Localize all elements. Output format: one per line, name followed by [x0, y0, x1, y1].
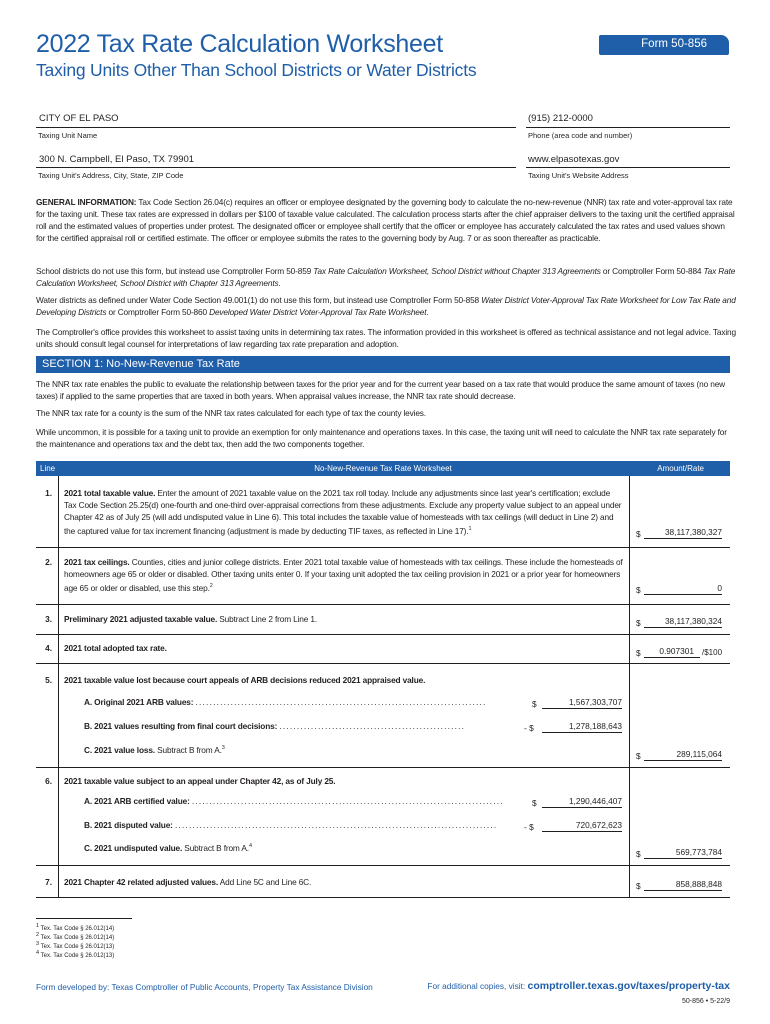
line-number: 7. — [45, 877, 52, 887]
section-1-paragraph-3: While uncommon, it is possible for a taxing unit to provide an exemption for only maintenance and operations taxes. In this case, the taxing unit will need to calculate the NNR tax rate separately for the maintenance and operations tax and the debt tax, then add the two components together. — [36, 427, 727, 450]
divider — [36, 167, 516, 168]
line-3-description: Preliminary 2021 adjusted taxable value. Subtract Line 2 from Line 1. — [64, 614, 317, 624]
row-divider — [36, 897, 730, 898]
line-number: 4. — [45, 643, 52, 653]
line-2-description: 2021 tax ceilings. Counties, cities and junior college districts. Enter 2021 total taxable value of homesteads with tax ceilings. These include the homesteads of homeowners age 65 or older or disabled. Other taxing units enter 0. If your taxing unit adopted the tax ceiling provision in 2021 or a prior year for homeowners age 65 or older or disabled, use this step.$^2$ — [64, 557, 623, 593]
footer-copies: For additional copies, visit: comptroller.texas.gov/taxes/property-tax — [427, 980, 730, 992]
divider — [526, 127, 730, 128]
divider — [36, 127, 516, 128]
line-number: 5. — [45, 675, 52, 685]
taxing-unit-name-label: Taxing Unit Name — [38, 131, 98, 140]
line-number: 3. — [45, 614, 52, 624]
footnote-divider — [36, 918, 132, 919]
row-divider — [36, 604, 730, 605]
row-divider — [36, 634, 730, 635]
website-label: Taxing Unit's Website Address — [528, 171, 629, 180]
line-5b-label: B. 2021 values resulting from final court decisions: ..................................................... — [84, 721, 466, 731]
column-header-line: Line — [40, 464, 56, 473]
line-1-amount[interactable]: $ 38,117,380,327 — [636, 527, 722, 539]
taxing-unit-name-field[interactable]: CITY OF EL PASO — [39, 113, 119, 124]
phone-field[interactable]: (915) 212-0000 — [528, 113, 593, 124]
line-3-amount[interactable]: $ 38,117,380,324 — [636, 616, 722, 628]
line-number: 1. — [45, 488, 52, 498]
website-field[interactable]: www.elpasotexas.gov — [528, 154, 620, 165]
line-6a-amount[interactable]: $ 1,290,446,407 — [532, 796, 622, 808]
line-5a-amount[interactable]: $ 1,567,303,707 — [532, 697, 622, 709]
page-title: 2022 Tax Rate Calculation Worksheet — [36, 30, 443, 58]
form-revision-code: 50-856 • 5-22/9 — [682, 998, 730, 1005]
phone-label: Phone (area code and number) — [528, 131, 633, 140]
section-1-paragraph-2: The NNR tax rate for a county is the sum of the NNR tax rates calculated for each type of tax the county levies. — [36, 408, 426, 418]
section-1-paragraph-1: The NNR tax rate enables the public to evaluate the relationship between taxes for the prior year and for the current year based on a tax rate that would produce the same amount of taxes (no new taxes) if applied to the same properties that are taxed in both years. When appraisal values increase, the NNR tax rate should decrease. — [36, 379, 725, 402]
line-2-amount[interactable]: $ 0 — [636, 583, 722, 595]
line-5-description: 2021 taxable value lost because court appeals of ARB decisions reduced 2021 appraised value. — [64, 675, 426, 685]
column-divider — [58, 476, 59, 897]
divider — [526, 167, 730, 168]
line-5c-label: C. 2021 value loss. Subtract B from A.$^3$ — [84, 745, 225, 755]
line-5a-label: A. Original 2021 ARB values: ................................................................................... — [84, 697, 487, 707]
taxing-unit-address-field[interactable]: 300 N. Campbell, El Paso, TX 79901 — [39, 154, 195, 165]
line-4-amount[interactable]: $ 0.907301 — [636, 643, 700, 658]
worksheet-table-header — [36, 461, 730, 476]
footnote: 1 Tex. Tax Code § 26.012(14) — [36, 923, 115, 932]
page-subtitle: Taxing Units Other Than School Districts or Water Districts — [36, 60, 477, 80]
row-divider — [36, 663, 730, 664]
footer-developed-by: Form developed by: Texas Comptroller of Public Accounts, Property Tax Assistance Division — [36, 982, 373, 992]
row-divider — [36, 865, 730, 866]
school-districts-paragraph: School districts do not use this form, but instead use Comptroller Form 50-859 Tax Rate Calculation Worksheet, School District without Chapter 313 Agreements or Comptroller Form 50-884 Tax Rate Calculation Worksheet, School District with Chapter 313 Agreements. — [36, 266, 736, 289]
comptroller-link[interactable]: comptroller.texas.gov/taxes/property-tax — [527, 980, 730, 992]
line-6b-label: B. 2021 disputed value: ............................................................................................ — [84, 820, 498, 830]
column-divider — [629, 476, 630, 897]
footnote: 4 Tex. Tax Code § 26.012(13) — [36, 950, 115, 959]
footnote: 2 Tex. Tax Code § 26.012(14) — [36, 932, 115, 941]
row-divider — [36, 767, 730, 768]
per-100-suffix: /$100 — [702, 648, 723, 657]
line-6b-amount[interactable]: - $ 720,672,623 — [524, 820, 622, 832]
line-6-description: 2021 taxable value subject to an appeal under Chapter 42, as of July 25. — [64, 776, 336, 786]
line-4-description: 2021 total adopted tax rate. — [64, 643, 167, 653]
column-header-amount: Amount/Rate — [657, 464, 704, 473]
line-number: 6. — [45, 776, 52, 786]
section-1-header: SECTION 1: No-New-Revenue Tax Rate — [36, 356, 730, 373]
line-7-amount[interactable]: $ 858,888,848 — [636, 879, 722, 891]
water-districts-paragraph: Water districts as defined under Water Code Section 49.001(1) do not use this form, but instead use Comptroller Form 50-858 Water District Voter-Approval Tax Rate Worksheet for Low Tax Rate and Developing Districts or Comptroller Form 50-860 Developed Water District Voter-Approval Tax Rate Worksheet. — [36, 295, 736, 318]
form-number-badge: Form 50-856 — [599, 35, 729, 55]
column-header-worksheet: No-New-Revenue Tax Rate Worksheet — [314, 464, 452, 473]
comptroller-paragraph: The Comptroller's office provides this worksheet to assist taxing units in determining tax rates. The information provided in this worksheet is offered as technical assistance and not legal advice. Taxing units should consult legal counsel for interpretations of law regarding tax rate preparation and adoption. — [36, 327, 736, 350]
footnote: 3 Tex. Tax Code § 26.012(13) — [36, 941, 115, 950]
line-5b-amount[interactable]: - $ 1,278,188,643 — [524, 721, 622, 733]
general-information-paragraph: GENERAL INFORMATION: Tax Code Section 26.04(c) requires an officer or employee designated by the governing body to calculate the no-new-revenue (NNR) tax rate and voter-approval tax rate for the taxing unit. These tax rates are expressed in dollars per $100 of taxable value calculated. The calculation process starts after the chief appraiser delivers to the taxing unit the certified appraisal roll and the estimated values of properties under protest. The designated officer or employee shall certify that the officer or employee has accurately calculated the tax rates and used values shown for the certified appraisal roll or certified estimate. The officer or employee submits the rates to the governing body by Aug. 7 or as soon thereafter as practicable. — [36, 197, 735, 244]
taxing-unit-address-label: Taxing Unit's Address, City, State, ZIP Code — [38, 171, 184, 180]
line-1-description: 2021 total taxable value. Enter the amount of 2021 taxable value on the 2021 tax roll today. Include any adjustments since last year's certification; exclude Tax Code Section 25.25(d) one-fourth and one-third over-appraisal corrections from these adjustments. Exclude any property value subject to an appeal under Chapter 42 as of July 25 (will add undisputed value in Line 6). This total includes the taxable value of homesteads with tax ceilings (will deduct in Line 2) and the captured value for tax increment financing (adjustment is made by deducting TIF taxes, as reflected in Line 17).$^1$ — [64, 488, 622, 537]
line-6a-label: A. 2021 ARB certified value: ......................................................................................... — [84, 796, 504, 806]
row-divider — [36, 547, 730, 548]
line-number: 2. — [45, 557, 52, 567]
line-7-description: 2021 Chapter 42 related adjusted values. Add Line 5C and Line 6C. — [64, 877, 312, 887]
line-6c-label: C. 2021 undisputed value. Subtract B from A.$^4$ — [84, 843, 252, 853]
line-5c-amount[interactable]: $ 289,115,064 — [636, 749, 722, 761]
line-6c-amount[interactable]: $ 569,773,784 — [636, 847, 722, 859]
